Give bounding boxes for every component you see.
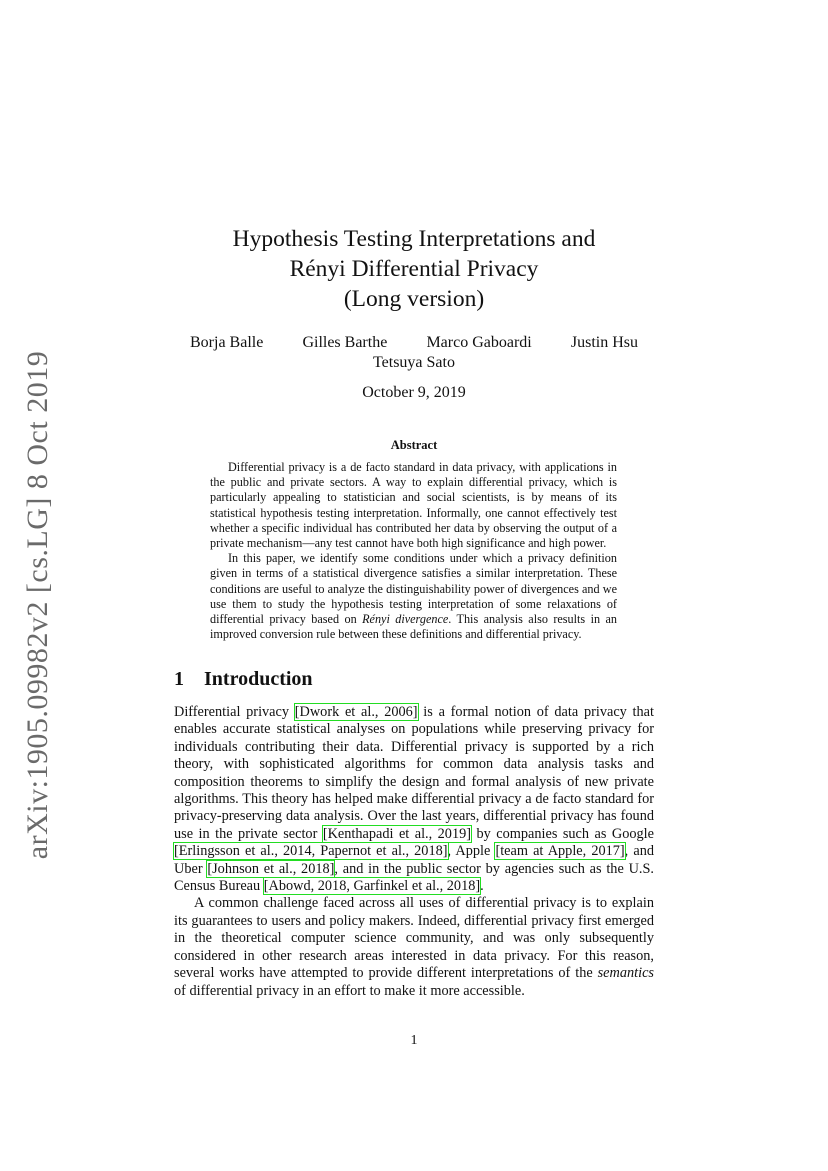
abstract-paragraph: In this paper, we identify some conditions under which a privacy definition given in terms of a statistical divergence satisfies a similar interpretation. These conditions are useful to analyze the distinguishability power of divergences and we use them to study the hypothesis testing interpretation of some relaxations of differential privacy based on Rényi divergence. This analysis also results in an improved conversion rule between these definitions and differential privacy. [210,551,617,642]
citation-link[interactable]: [Kenthapadi et al., 2019] [322,825,472,842]
arxiv-stamp: arXiv:1905.09982v2 [cs.LG] 8 Oct 2019 [21,350,54,860]
abstract-heading: Abstract [390,438,438,452]
title-line-1: Hypothesis Testing Interpretations and [232,226,596,252]
citation-link[interactable]: [Abowd, 2018, Garfinkel et al., 2018] [263,878,481,895]
author-name: Tetsuya Sato [373,354,455,371]
paper-title [0,224,828,314]
section-heading [174,668,313,691]
body-paragraph: Differential privacy [Dwork et al., 2006] is a formal notion of data privacy that enables accurate statistical analyses on populations while preserving privacy for individuals contributing their data. Differential privacy is supported by a rich theory, with sophisticated algorithms for common data analysis tasks and composition theorems to simplify the design and formal analysis of new private algorithms. This theory has helped make differential privacy a de facto standard for privacy-preserving data analysis. Over the last years, differential privacy has found use in the private sector [Kenthapadi et al., 2019] by companies such as Google [Erlingsson et al., 2014, Papernot et al., 2018], Apple [team at Apple, 2017], and Uber [Johnson et al., 2018], and in the public sector by agencies such as the U.S. Census Bureau [Abowd, 2018, Garfinkel et al., 2018]. [174,704,654,895]
abstract-body [210,460,617,642]
author-name: Borja Balle [190,334,264,351]
citation-link[interactable]: [Johnson et al., 2018] [207,860,335,877]
emphasis-text: Rényi divergence [362,612,449,627]
emphasis-text: semantics [597,965,654,982]
page-number: 1 [410,1033,418,1048]
abstract-paragraph: Differential privacy is a de facto standard in data privacy, with applications in the public and private sectors. A way to explain differential privacy, which is particularly appealing to statistician and social scientists, is by means of its statistical hypothesis testing interpretation. Informally, one cannot effectively test whether a specific individual has contributed her data by observing the output of a private mechanism—any test cannot have both high significance and high power. [210,460,617,551]
citation-link[interactable]: [Erlingsson et al., 2014, Papernot et al., 2018] [174,843,448,860]
section-number: 1 [174,668,184,690]
citation-link[interactable]: [Dwork et al., 2006] [294,704,418,720]
body-paragraph: A common challenge faced across all uses of differential privacy is to explain its guarantees to users and policy makers. Indeed, differential privacy first emerged in the theoretical computer science community, and was only subsequently considered in other research areas interested in data privacy. For this reason, several works have attempted to provide different interpretations of the semantics of differential privacy in an effort to make it more accessible. [174,895,654,999]
paper-date: October 9, 2019 [362,384,466,401]
title-line-3: (Long version) [343,286,485,312]
title-line-2: Rényi Differential Privacy [289,256,539,282]
intro-body [174,704,654,1000]
citation-link[interactable]: [team at Apple, 2017] [495,843,625,860]
author-name: Justin Hsu [570,334,638,351]
section-title: Introduction [204,668,313,690]
author-list [174,333,654,373]
author-name: Marco Gaboardi [426,334,532,351]
author-name: Gilles Barthe [302,334,388,351]
